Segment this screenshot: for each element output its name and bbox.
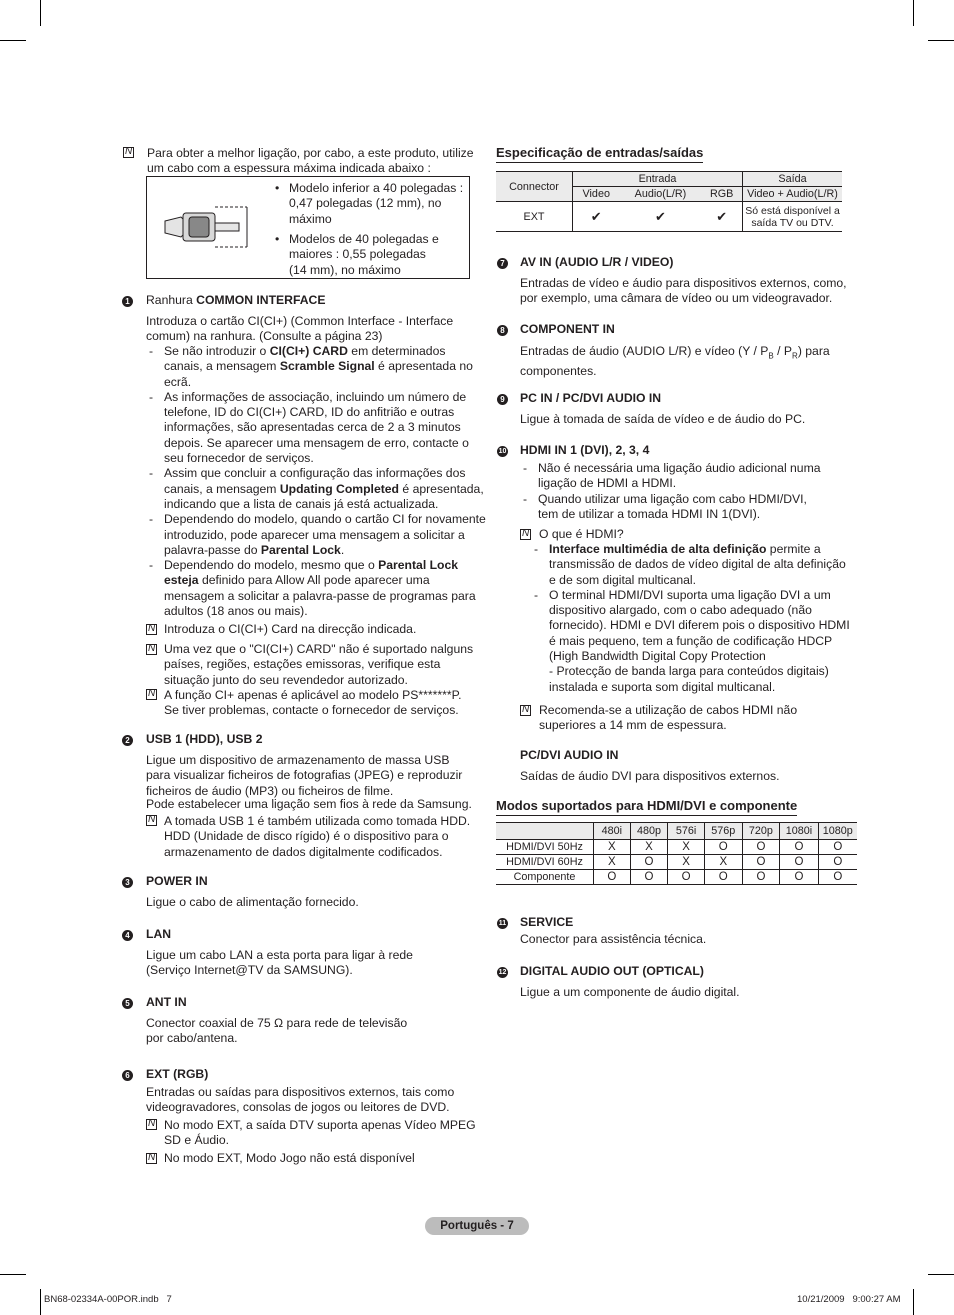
av-body: Entradas de vídeo e áudio para dispositivos externos, como, por exemplo, uma câmara de vídeo ou um videogravador. bbox=[520, 276, 847, 306]
table-row bbox=[496, 855, 857, 870]
modes-header-cell: 576i bbox=[668, 823, 705, 840]
list-item: - Dependendo do modelo, mesmo que o Parental Lock esteja definido para Allow All pode aparecer uma mensagem a solicitar a palavra-passe de programas para adultos (18 anos ou mais). bbox=[146, 558, 486, 619]
table-row bbox=[496, 870, 857, 885]
usb-note: A tomada USB 1 é também utilizada como tomada HDD. HDD (Unidade de disco rígido) é o dispositivo para o armazenamento de dados digitalmente codificados. bbox=[164, 814, 471, 859]
list-item: - Se não introduzir o CI(CI+) CARD em determinados canais, a mensagem Scramble Signal é apresentada no ecrã. bbox=[146, 344, 486, 390]
note-icon bbox=[146, 815, 157, 826]
item-number: 6 bbox=[122, 1070, 133, 1081]
ant-body: Conector coaxial de 75 Ω para rede de televisão por cabo/antena. bbox=[146, 1016, 408, 1046]
bullet-dot: • bbox=[275, 181, 280, 195]
ext-note-1: No modo EXT, a saída DTV suporta apenas Vídeo MPEG SD e Áudio. bbox=[164, 1118, 476, 1148]
crop-mark bbox=[40, 1289, 41, 1315]
item-number: 7 bbox=[497, 258, 508, 269]
optical-body: Ligue a um componente de áudio digital. bbox=[520, 985, 740, 999]
check-mark: ✔ bbox=[590, 208, 602, 224]
col-audio: Audio(L/R) bbox=[620, 187, 702, 202]
check-mark: ✔ bbox=[701, 202, 742, 232]
list-item: - Assim que concluir a configuração das informações dos canais, a mensagem Updating Completed é apresentada, indicando que a lista de canais já está actualizada. bbox=[146, 466, 486, 512]
note-icon bbox=[146, 689, 157, 700]
list-item: - Não é necessária uma ligação áudio adicional numa ligação de HDMI a HDMI. bbox=[520, 461, 830, 492]
footer-date: 10/21/2009 9:00:27 AM bbox=[797, 1294, 901, 1305]
col-entrada: Entrada bbox=[573, 172, 743, 187]
crop-mark bbox=[928, 1274, 954, 1275]
modes-table bbox=[496, 822, 857, 885]
col-connector: Connector bbox=[496, 172, 573, 202]
list-item: - Interface multimédia de alta definição permite a transmissão de dados de vídeo digital de alta definição e de som digital multicanal. bbox=[531, 542, 851, 588]
pcdvi-body: Saídas de áudio DVI para dispositivos externos. bbox=[520, 769, 780, 783]
hdmi-question: O que é HDMI? bbox=[539, 527, 624, 541]
note-icon bbox=[146, 1119, 157, 1130]
intro-note: Para obter a melhor ligação, por cabo, a este produto, utilize um cabo com a espessura máxima indicada abaixo : bbox=[147, 146, 474, 176]
lan-title: LAN bbox=[146, 927, 172, 941]
crop-mark bbox=[0, 40, 26, 41]
ci-note-2: Uma vez que o "CI(CI+) CARD" não é suportado nalguns países, regiões, estações emissoras, verifique esta situação junto do seu revendedor autorizado. bbox=[164, 642, 474, 687]
table-cell: O bbox=[818, 855, 857, 870]
usb-body-2: Pode estabelecer uma ligação sem fios à rede da Samsung. bbox=[146, 797, 472, 811]
note-icon bbox=[520, 529, 531, 540]
pc-title: PC IN / PC/DVI AUDIO IN bbox=[520, 391, 662, 405]
ci-heading bbox=[146, 293, 325, 308]
optical-title: DIGITAL AUDIO OUT (OPTICAL) bbox=[520, 964, 704, 978]
table-cell: X bbox=[593, 840, 630, 855]
crop-mark bbox=[913, 1289, 914, 1315]
note-icon bbox=[520, 705, 531, 716]
hdmi-title: HDMI IN 1 (DVI), 2, 3, 4 bbox=[520, 443, 650, 457]
page-number-badge: Português - 7 bbox=[425, 1217, 529, 1235]
crop-mark bbox=[928, 40, 954, 41]
lan-body: Ligue um cabo LAN a esta porta para ligar à rede (Serviço Internet@TV da SAMSUNG). bbox=[146, 948, 413, 978]
list-item: - O terminal HDMI/DVI suporta uma ligação DVI a um dispositivo alargado, com o cabo adequado (não fornecido). HDMI e DVI diferem pois o dispositivo HDMI é mais pequeno, tem a função de codificação HDCP (High Bandwidth Digital Copy Protection - Protecção de banda larga para conteúdos digitais) instalada e suporta som digital multicanal. bbox=[531, 588, 851, 695]
note-icon bbox=[146, 1153, 157, 1164]
table-cell: O bbox=[780, 870, 818, 885]
col-video-audio: Video + Audio(L/R) bbox=[743, 187, 843, 202]
ci-body: Introduza o cartão CI(CI+) (Common Interface - Interface comum) na ranhura. (Consulte a página 23) bbox=[146, 314, 454, 344]
comp-title: COMPONENT IN bbox=[520, 322, 615, 336]
comp-body: Entradas de áudio (AUDIO L/R) e vídeo $(Y / P_B / P_R)$ para componentes. bbox=[520, 344, 830, 378]
item-number: 10 bbox=[498, 448, 507, 455]
hdmi-dash-list bbox=[520, 461, 830, 522]
table-cell: X bbox=[630, 840, 668, 855]
bullet-dot: • bbox=[275, 232, 280, 246]
row-label: HDMI/DVI 50Hz bbox=[506, 841, 583, 853]
pcdvi-title: PC/DVI AUDIO IN bbox=[520, 748, 619, 762]
modes-corner bbox=[496, 823, 593, 840]
item-number: 2 bbox=[122, 735, 133, 746]
ci-dash-list bbox=[146, 344, 486, 619]
list-item: - Quando utilizar uma ligação com cabo HDMI/DVI, tem de utilizar a tomada HDMI IN 1(DVI). bbox=[520, 492, 830, 523]
footer-file: BN68-02334A-00POR.indb 7 bbox=[44, 1294, 172, 1305]
table-cell: O bbox=[704, 870, 742, 885]
modes-section-title: Modos suportados para HDMI/DVI e componente bbox=[496, 798, 797, 816]
col-video: Video bbox=[573, 187, 620, 202]
ci-note-3: A função CI+ apenas é aplicável ao modelo PS*******P. Se tiver problemas, contacte o fornecedor de serviços. bbox=[164, 688, 462, 718]
check-mark: ✔ bbox=[654, 208, 666, 224]
modes-header-cell: 720p bbox=[742, 823, 780, 840]
table-cell: O bbox=[780, 840, 818, 855]
usb-body: Ligue um dispositivo de armazenamento de massa USB para visualizar ficheiros de fotografias (JPEG) e reproduzir ficheiros de áudio (MP3) ou ficheiros de filme. bbox=[146, 753, 463, 798]
modes-header-cell: 1080i bbox=[780, 823, 818, 840]
modes-header-cell: 480i bbox=[593, 823, 630, 840]
ext-body: Entradas ou saídas para dispositivos externos, tais como videogravadores, consolas de jogos ou leitores de DVD. bbox=[146, 1085, 455, 1115]
modes-header-cell: 576p bbox=[704, 823, 742, 840]
ci-note-1: Introduza o CI(CI+) Card na direcção indicada. bbox=[164, 622, 417, 636]
table-cell: O bbox=[780, 855, 818, 870]
crop-mark bbox=[40, 0, 41, 26]
item-number: 8 bbox=[497, 325, 508, 336]
ci-title: COMMON INTERFACE bbox=[196, 293, 326, 307]
note-icon bbox=[146, 644, 157, 655]
col-saida: Saída bbox=[743, 172, 843, 187]
table-cell: O bbox=[818, 870, 857, 885]
item-number: 12 bbox=[498, 969, 507, 976]
crop-mark bbox=[0, 1274, 26, 1275]
table-cell: X bbox=[668, 855, 705, 870]
spec-table bbox=[496, 171, 842, 232]
av-title: AV IN (AUDIO L/R / VIDEO) bbox=[520, 255, 674, 269]
table-cell: O bbox=[742, 840, 780, 855]
row-label: HDMI/DVI 60Hz bbox=[506, 856, 583, 868]
table-cell: O bbox=[593, 870, 630, 885]
col-rgb: RGB bbox=[701, 187, 742, 202]
table-cell: O bbox=[668, 870, 705, 885]
hdmi-explain-list bbox=[531, 542, 851, 695]
service-body: Conector para assistência técnica. bbox=[520, 932, 707, 946]
row-ext: EXT bbox=[496, 202, 573, 232]
table-cell: X bbox=[668, 840, 705, 855]
cable-spec-large: Modelos de 40 polegadas e maiores : 0,55 polegadas (14 mm), no máximo bbox=[289, 232, 439, 277]
crop-mark bbox=[913, 0, 914, 26]
item-number: 1 bbox=[122, 296, 133, 307]
ext-title: EXT (RGB) bbox=[146, 1067, 209, 1081]
modes-header-cell: 1080p bbox=[818, 823, 857, 840]
item-number: 4 bbox=[122, 930, 133, 941]
power-body: Ligue o cabo de alimentação fornecido. bbox=[146, 895, 359, 909]
table-cell: O bbox=[742, 870, 780, 885]
item-number: 5 bbox=[122, 998, 133, 1009]
item-number: 11 bbox=[498, 920, 507, 927]
cable-spec-small: Modelo inferior a 40 polegadas : 0,47 polegadas (12 mm), no máximo bbox=[289, 181, 464, 226]
item-number: 3 bbox=[122, 877, 133, 888]
cable-box bbox=[146, 176, 470, 279]
service-title: SERVICE bbox=[520, 915, 574, 929]
ext-note-2: No modo EXT, Modo Jogo não está disponível bbox=[164, 1151, 415, 1165]
spec-section-title: Especificação de entradas/saídas bbox=[496, 145, 703, 163]
modes-header-cell: 480p bbox=[630, 823, 668, 840]
ci-prefix: Ranhura bbox=[146, 293, 197, 307]
table-row bbox=[496, 840, 857, 855]
item-number: 9 bbox=[497, 394, 508, 405]
power-title: POWER IN bbox=[146, 874, 208, 888]
note-icon bbox=[146, 624, 157, 635]
usb-title: USB 1 (HDD), USB 2 bbox=[146, 732, 263, 746]
hdmi-note: Recomenda-se a utilização de cabos HDMI não superiores a 14 mm de espessura. bbox=[539, 703, 798, 733]
table-cell: O bbox=[704, 840, 742, 855]
ext-output-note: Só está disponível a saída TV ou DTV. bbox=[745, 204, 840, 229]
table-cell: X bbox=[593, 855, 630, 870]
list-item: - Dependendo do modelo, quando o cartão CI for novamente introduzido, pode aparecer uma mensagem a solicitar a palavra-passe do Parental Lock. bbox=[146, 512, 486, 558]
ant-title: ANT IN bbox=[146, 995, 187, 1009]
pc-body: Ligue à tomada de saída de vídeo e de áudio do PC. bbox=[520, 412, 806, 426]
list-item: - As informações de associação, incluindo um número de telefone, ID do CI(CI+) CARD, ID do anfitrião e outras informações, são apresentadas cerca de 2 a 3 minutos depois. Se aparecer uma mensagem de erro, contacte o seu fornecedor de serviços. bbox=[146, 390, 486, 466]
table-cell: O bbox=[818, 840, 857, 855]
note-icon bbox=[123, 147, 134, 158]
table-cell: O bbox=[630, 870, 668, 885]
cable-thickness-illustration bbox=[155, 199, 265, 259]
row-label: Componente bbox=[513, 871, 576, 883]
table-cell: X bbox=[704, 855, 742, 870]
table-cell: O bbox=[630, 855, 668, 870]
table-cell: O bbox=[742, 855, 780, 870]
